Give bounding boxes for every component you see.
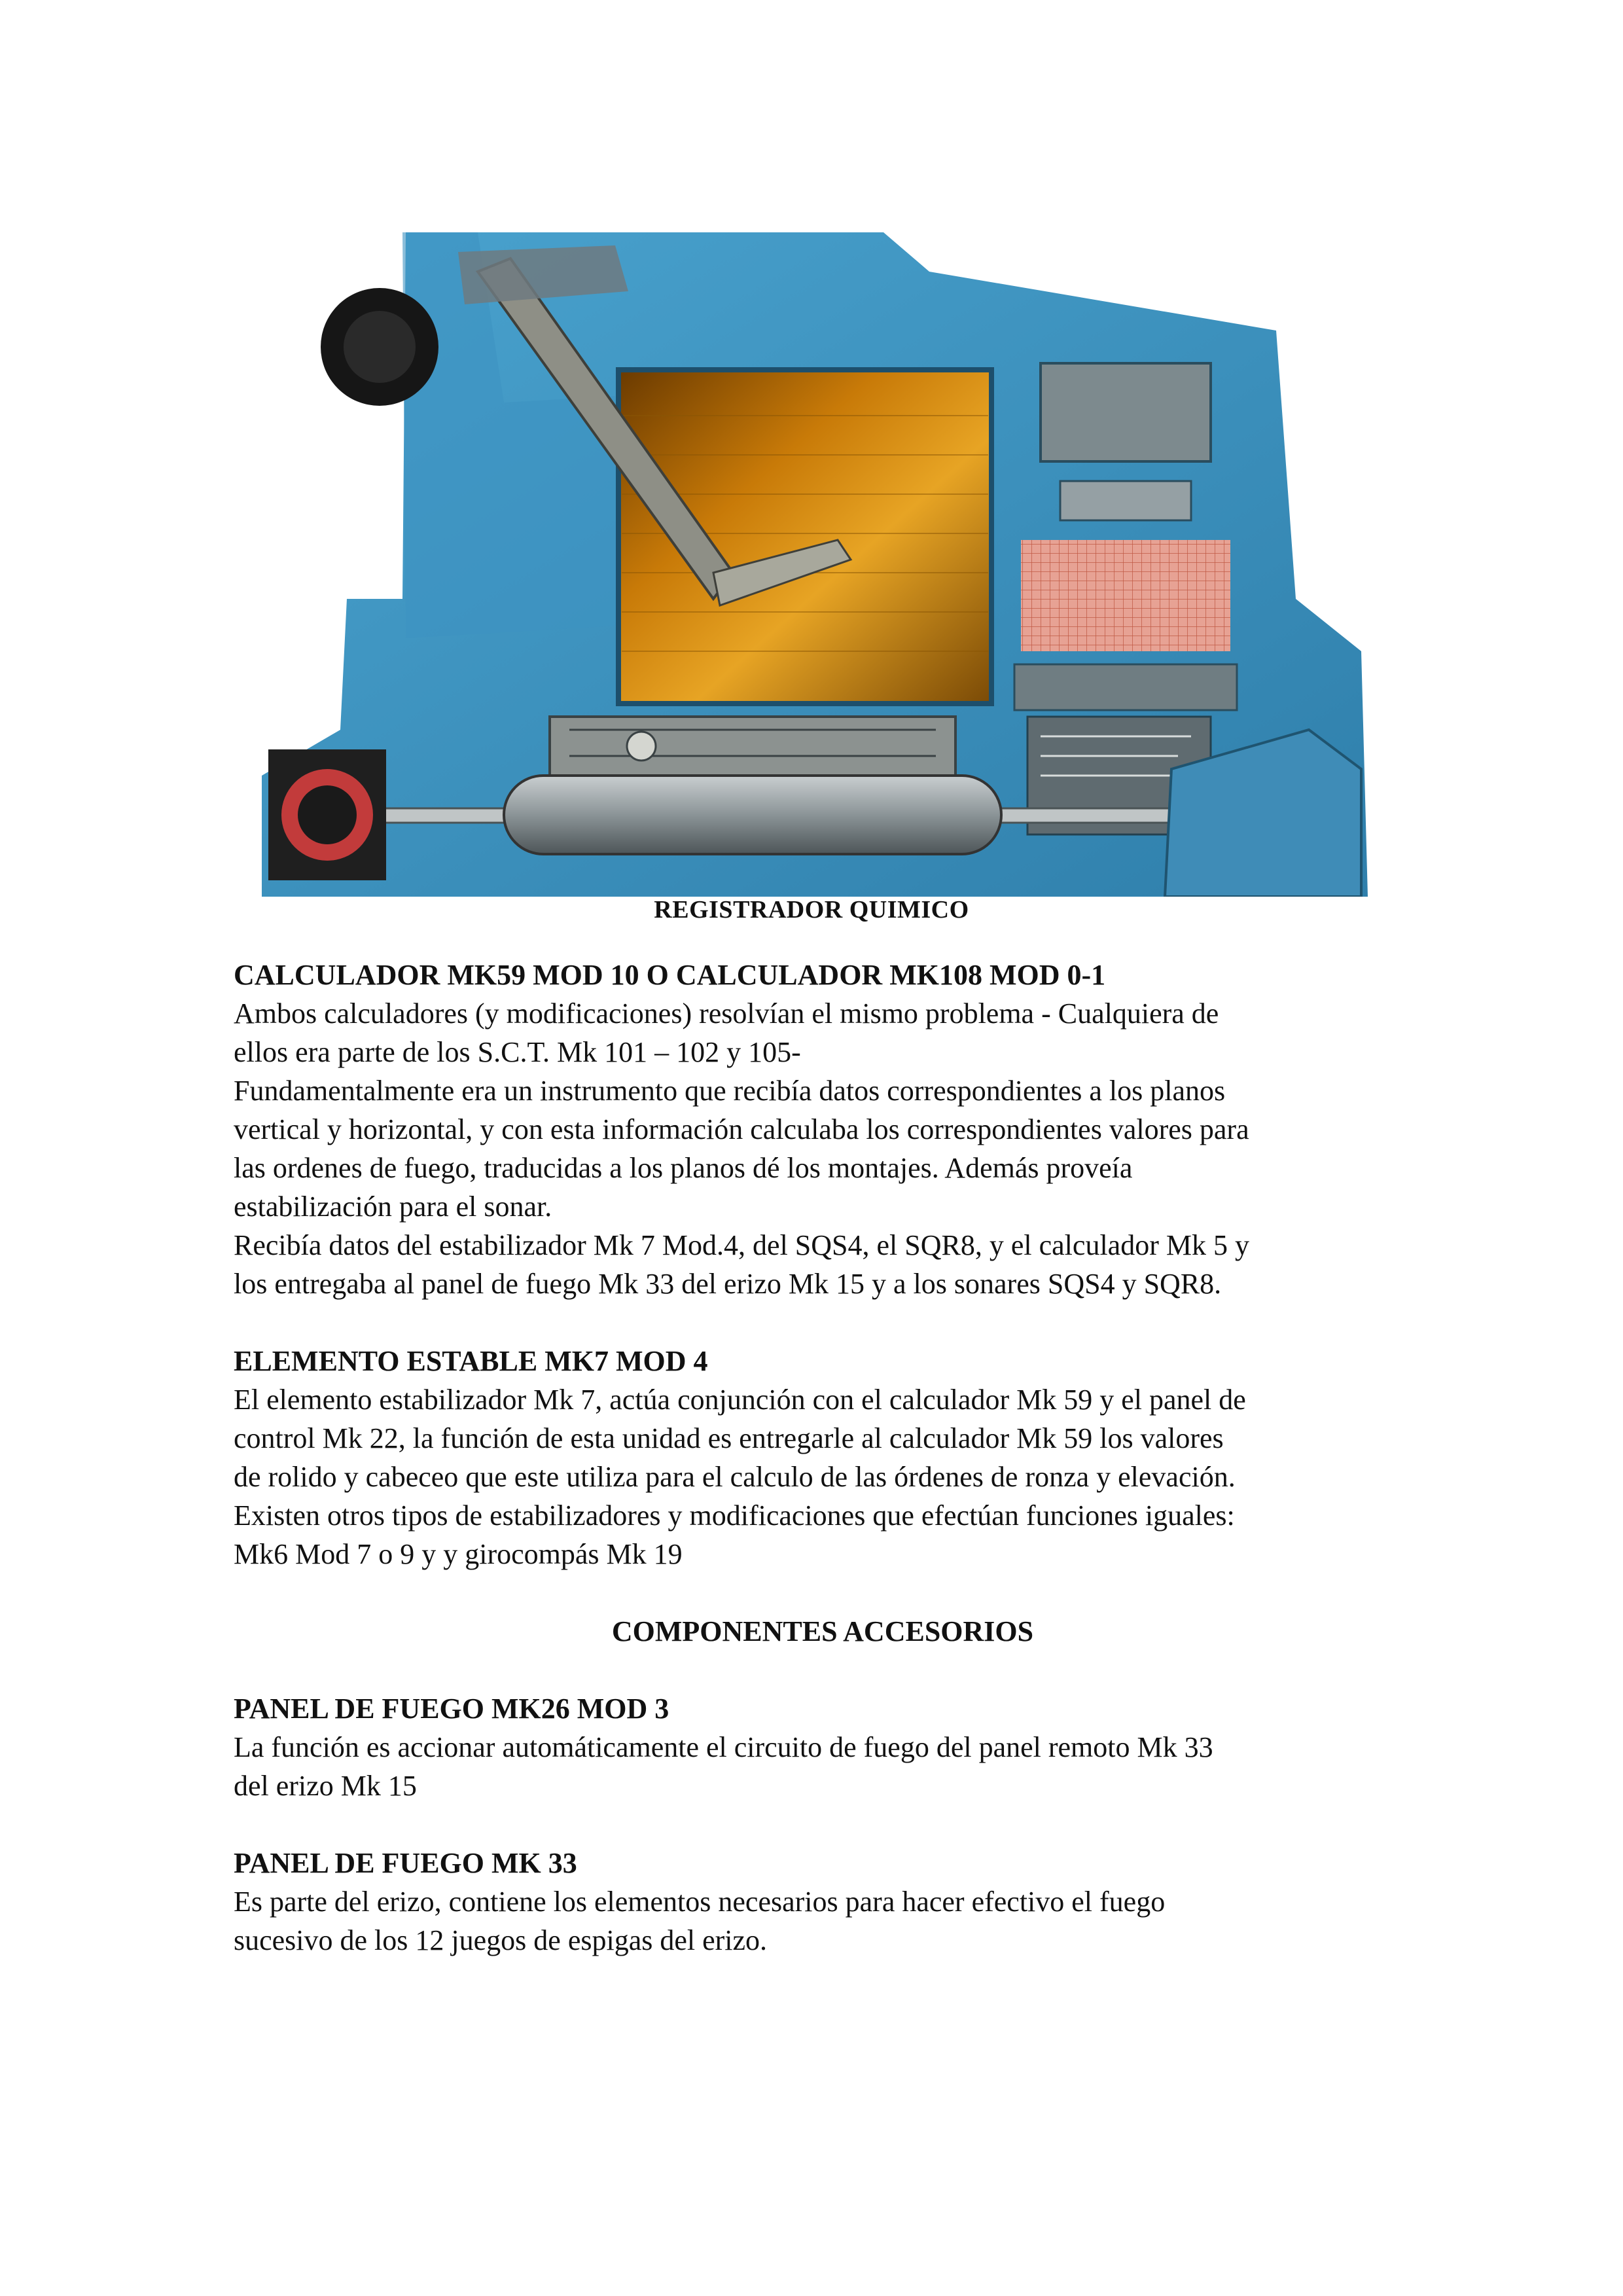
paragraph-line: sucesivo de los 12 juegos de espigas del erizo. <box>234 1924 768 1956</box>
section-title-calculador: CALCULADOR MK59 MOD 10 O CALCULADOR MK108 MOD 0-1 <box>234 959 1106 991</box>
paragraph-line: La función es accionar automáticamente el circuito de fuego del panel remoto Mk 33 <box>234 1731 1213 1763</box>
paragraph-line: Mk6 Mod 7 o 9 y y girocompás Mk 19 <box>234 1538 683 1570</box>
paragraph-line: El elemento estabilizador Mk 7, actúa conjunción con el calculador Mk 59 y el panel de <box>234 1384 1246 1416</box>
paragraph-line: las ordenes de fuego, traducidas a los planos dé los montajes. Además proveía <box>234 1152 1133 1184</box>
paragraph-line: Ambos calculadores (y modificaciones) resolvían el mismo problema - Cualquiera de <box>234 997 1219 1030</box>
section-title-panel-mk26: PANEL DE FUEGO MK26 MOD 3 <box>234 1693 669 1725</box>
paragraph-line: vertical y horizontal, y con esta información calculaba los correspondientes valores para <box>234 1113 1249 1145</box>
paragraph-line: estabilización para el sonar. <box>234 1191 552 1223</box>
paragraph-line: los entregaba al panel de fuego Mk 33 del erizo Mk 15 y a los sonares SQS4 y SQR8. <box>234 1268 1222 1300</box>
paragraph-line: del erizo Mk 15 <box>234 1770 417 1802</box>
paragraph-line: ellos era parte de los S.C.T. Mk 101 – 102 y 105- <box>234 1036 801 1068</box>
figure-caption: REGISTRADOR QUIMICO <box>654 896 969 924</box>
section-title-panel-mk33: PANEL DE FUEGO MK 33 <box>234 1847 577 1879</box>
chemical-recorder-photo <box>262 232 1368 897</box>
paragraph-line: Es parte del erizo, contiene los elementos necesarios para hacer efectivo el fuego <box>234 1886 1166 1918</box>
document-body <box>234 956 1412 1960</box>
section-title-elemento-estable: ELEMENTO ESTABLE MK7 MOD 4 <box>234 1345 708 1377</box>
paragraph-line: Recibía datos del estabilizador Mk 7 Mod.4, del SQS4, el SQR8, y el calculador Mk 5 y <box>234 1229 1249 1261</box>
paragraph-line: Fundamentalmente era un instrumento que recibía datos correspondientes a los planos <box>234 1075 1226 1107</box>
paragraph-line: control Mk 22, la función de esta unidad es entregarle al calculador Mk 59 los valores <box>234 1422 1224 1454</box>
paragraph-line: Existen otros tipos de estabilizadores y modificaciones que efectúan funciones iguales: <box>234 1499 1235 1532</box>
paragraph-line: de rolido y cabeceo que este utiliza para el calculo de las órdenes de ronza y elevación. <box>234 1461 1236 1493</box>
section-title-componentes: COMPONENTES ACCESORIOS <box>611 1615 1034 1647</box>
